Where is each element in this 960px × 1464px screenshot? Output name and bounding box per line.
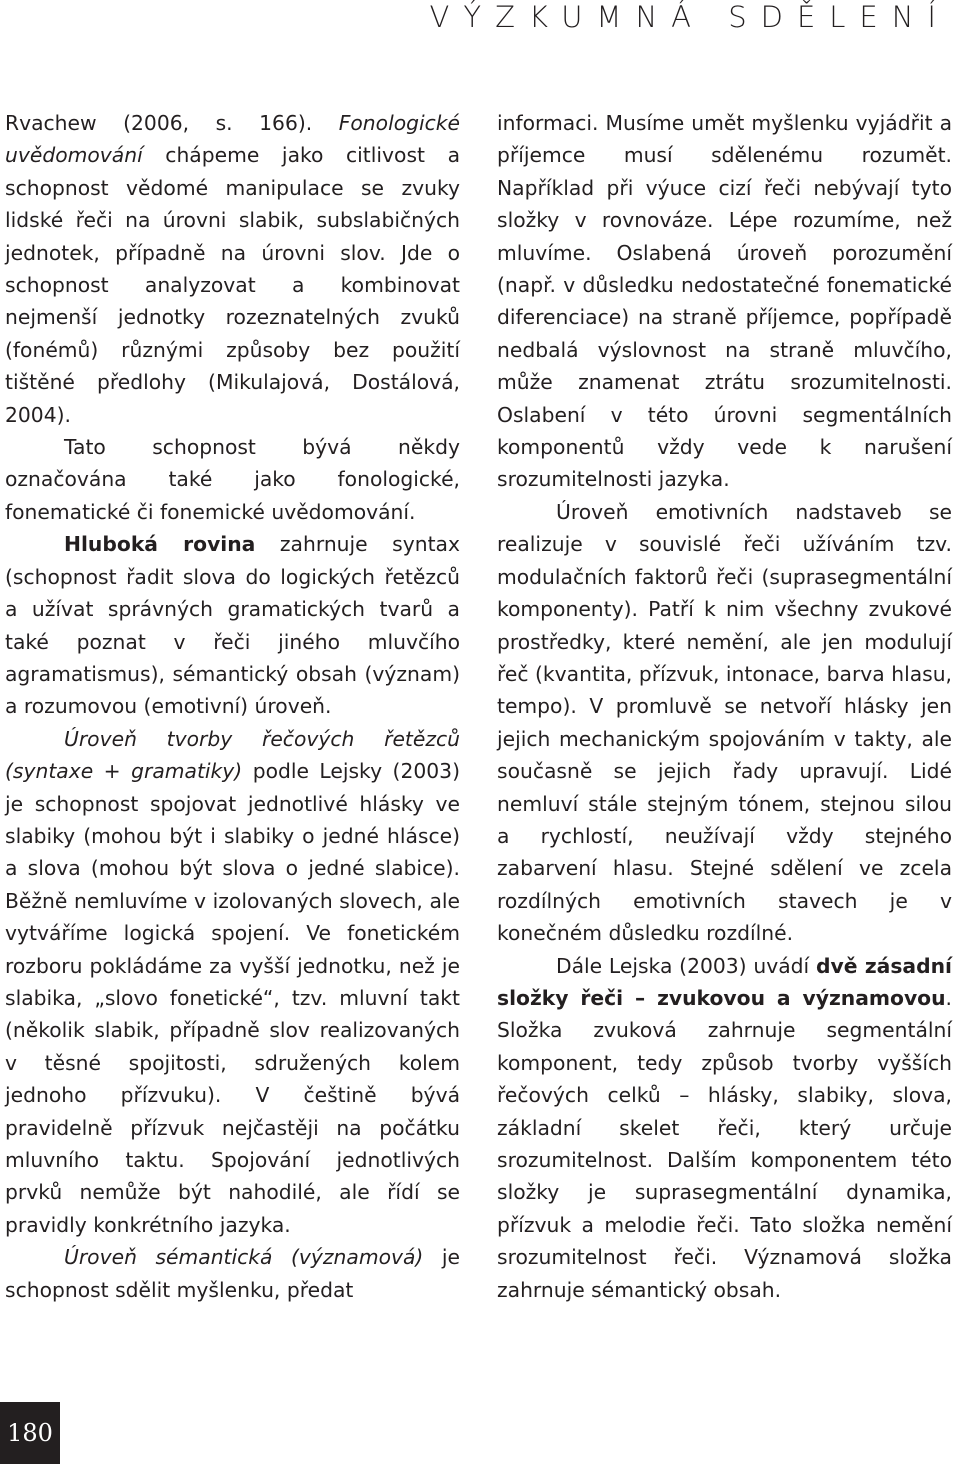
left-column — [5, 107, 460, 1306]
paragraph-speech-chains: Úroveň tvorby řečových řetězců (syntaxe + gramatiky) podle Lejsky (2003) je schopnost spojovat jednotlivé hlásky ve slabiky (mohou být i slabiky o jedné hlásce) a slova (mohou být slova o jedné slabice). Běžně nemluvíme v izolovaných slovech, ale vytváříme logická spojení. Ve fonetickém rozboru pokládáme za vyšší jednotku, než je slabika, „slovo fonetické“, tzv. mluvní takt (několik slabik, případně slov realizovaných v těsné spojitosti, sdružených kolem jednoho přízvuku). V češtině bývá pravidelně přízvuk nejčastěji na počátku mluvního taktu. Spojování jednotlivých prvků nemůže být nahodilé, ale řídí se pravidly konkrétního jazyka. — [5, 726, 460, 1237]
paragraph-semantic-level: Úroveň sémantická (významová) je schopnost sdělit myšlenku, předat — [5, 1245, 460, 1302]
term-deep-level: Hluboká rovina — [64, 532, 256, 557]
section-header: VÝZKUMNÁ SDĚLENÍ — [429, 0, 950, 34]
paragraph-phonological-awareness: Rvachew (2006, s. 166). Fonologické uvědomování chápeme jako citlivost a schopnost vědomé manipulace se zvuky lidské řeči na úrovni slabik, subslabičných jednotek, případně na úrovni slov. Jde o schopnost analyzovat a kombinovat nejmenší jednotky rozeznatelných zvuků (fonémů) různými způsoby bez použití tištěné předlohy (Mikulajová, Dostálová, 2004). — [5, 111, 460, 427]
paragraph-alternative-names: Tato schopnost bývá někdy označována také jako fonologické, fonematické či fonemické uvědomování. — [5, 435, 460, 524]
paragraph-deep-level: Hluboká rovina zahrnuje syntax (schopnost řadit slova do logických řetězců a užívat správných gramatických tvarů a také poznat v řeči jiného mluvčího agramatismus), sémantický obsah (význam) a rozumovou (emotivní) úroveň. — [5, 532, 460, 719]
term-semantic-level: Úroveň sémantická (významová) — [64, 1245, 424, 1270]
page-number: 180 — [0, 1402, 60, 1464]
term-two-components: dvě zásadní složky řeči – zvukovou a významovou — [497, 953, 952, 1010]
term-phonological-awareness: Fonologické uvědomování — [5, 111, 460, 168]
right-column — [497, 107, 952, 1306]
paragraph-semantic-continued: informaci. Musíme umět myšlenku vyjádřit a příjemce musí sdělenému rozumět. Například při výuce cizí řeči nebývají tyto složky v rovnováze. Lépe rozumíme, než mluvíme. Oslabená úroveň porozumění (např. v důsledku nedostatečné fonematické diferenciace) na straně příjemce, popřípadě nedbalá výslovnost na straně mluvčího, může znamenat ztrátu srozumitelnosti. Oslabení v této úrovni segmentálních komponentů vždy vede k narušení srozumitelnosti jazyka. — [497, 111, 952, 492]
term-speech-chains: Úroveň tvorby řečových řetězců (syntaxe + gramatiky) — [5, 726, 460, 784]
paragraph-emotive-level: Úroveň emotivních nadstaveb se realizuje v souvislé řeči užíváním tzv. modulačních faktorů řeči (suprasegmentální komponenty). Patří k nim všechny zvukové prostředky, které nemění, ale jen modulují řeč (kvantita, přízvuk, intonace, barva hlasu, tempo). V promluvě se netvoří hlásky jen jejich mechanickým spojováním v takty, ale současně se jejich řady upravují. Lidé nemluví stále stejným tónem, stejnou silou a rychlostí, neužívají vždy stejného zabarvení hlasu. Stejné sdělení ve zcela rozdílných emotivních stavech je v konečném důsledku rozdílné. — [497, 499, 952, 946]
paragraph-two-components: Dále Lejska (2003) uvádí dvě zásadní složky řeči – zvukovou a významovou. Složka zvuková zahrnuje segmentální komponent, tedy způsob tvorby vyšších řečových celků – hlásky, slabiky, slova, základní skelet řeči, který určuje srozumitelnost. Dalším komponentem této složky je suprasegmentální dynamika, přízvuk a melodie řeči. Tato složka nemění srozumitelnost řeči. Významová složka zahrnuje sémantický obsah. — [497, 953, 952, 1302]
